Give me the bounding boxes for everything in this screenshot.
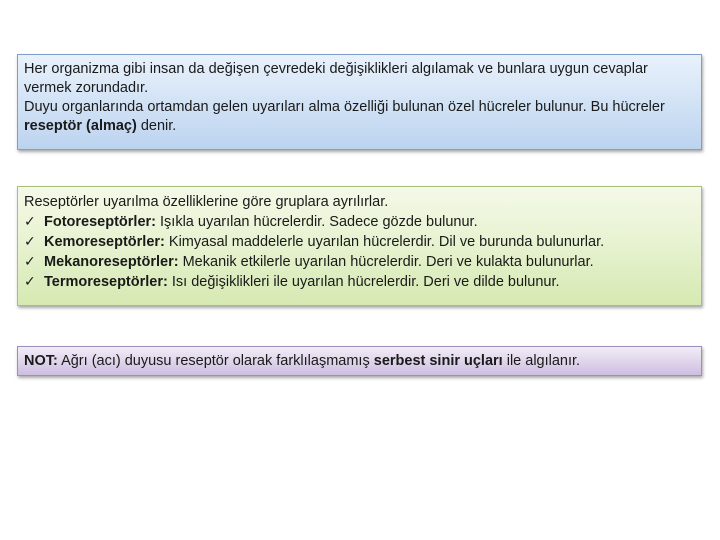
note-bold-term: serbest sinir uçları: [373, 353, 503, 369]
list-item: [24, 252, 695, 272]
list-item-text: [44, 213, 478, 232]
receptor-description: Mekanik etkilerle uyarılan hücrelerdir. Deri ve kulakta bulunurlar.: [178, 254, 594, 270]
receptor-types-heading: Reseptörler uyarılma özelliklerine göre gruplara ayrılırlar.: [24, 194, 389, 210]
note-paragraph: [24, 352, 695, 371]
list-item: [24, 232, 695, 252]
receptor-description: Kimyasal maddelerle uyarılan hücrelerdir. Dil ve burunda bulunurlar.: [164, 234, 605, 250]
receptor-term: Kemoreseptörler:: [44, 234, 165, 250]
note-text-prefix: Ağrı (acı) duyusu reseptör olarak farklılaşmamış: [57, 353, 374, 369]
receptor-description: Işıkla uyarılan hücrelerdir. Sadece gözde bulunur.: [156, 214, 478, 230]
list-item-text: [44, 233, 604, 252]
receptor-term: Termoreseptörler:: [44, 274, 168, 290]
checkmark-icon: ✓: [24, 273, 36, 289]
receptor-types-list: [24, 212, 695, 292]
list-item: [24, 272, 695, 292]
note-label: NOT:: [24, 353, 58, 369]
intro-text-suffix: denir.: [136, 118, 177, 134]
note-text-suffix: ile algılanır.: [502, 353, 581, 369]
list-item: [24, 212, 695, 232]
intro-text-prefix: Duyu organlarında ortamdan gelen uyarıları alma özelliği bulunan özel hücreler bulunur. Bu hücreler: [24, 99, 665, 115]
receptor-term: Mekanoreseptörler:: [44, 254, 179, 270]
list-item-text: [44, 253, 594, 272]
checkmark-icon: ✓: [24, 213, 36, 229]
intro-paragraph-1: Her organizma gibi insan da değişen çevredeki değişiklikleri algılamak ve bunlara uygun cevaplar vermek zorundadır.: [24, 61, 648, 96]
intro-paragraph-2: [24, 98, 695, 136]
note-box: [17, 346, 702, 376]
intro-bold-term: reseptör (almaç): [24, 118, 137, 134]
checkmark-icon: ✓: [24, 253, 36, 269]
list-item-text: [44, 273, 560, 292]
receptor-types-box: [17, 186, 702, 306]
receptor-term: Fotoreseptörler:: [44, 214, 156, 230]
receptor-description: Isı değişiklikleri ile uyarılan hücrelerdir. Deri ve dilde bulunur.: [167, 274, 560, 290]
checkmark-icon: ✓: [24, 233, 36, 249]
intro-box: [17, 54, 702, 150]
